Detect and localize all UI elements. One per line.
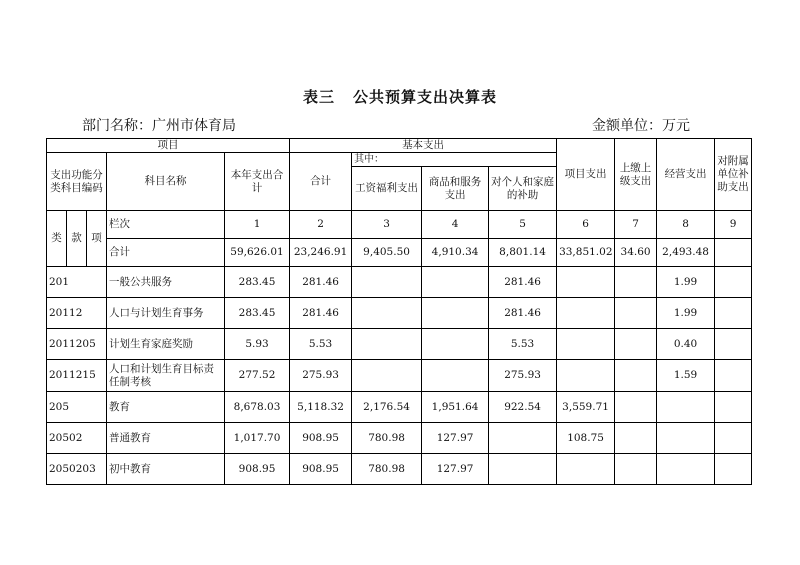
- page-title: [0, 86, 800, 107]
- amount-cell: [715, 329, 752, 360]
- amount-cell: [422, 267, 489, 298]
- subject-code: 20112: [47, 298, 107, 329]
- table-row: [47, 298, 752, 329]
- total-label: 合计: [107, 239, 225, 267]
- subject-code: 2011215: [47, 360, 107, 392]
- amount-cell: [657, 423, 715, 454]
- table-row: [47, 454, 752, 485]
- column-no-1: 1: [225, 211, 290, 239]
- header-project: 项目: [47, 139, 290, 153]
- amount-cell: [489, 454, 557, 485]
- amount-cell: 281.46: [489, 298, 557, 329]
- column-no-8: 8: [657, 211, 715, 239]
- header-code-group: 支出功能分类科目编码: [47, 153, 107, 211]
- amount-cell: [715, 392, 752, 423]
- amount-cell: 127.97: [422, 454, 489, 485]
- header-including: 其中：: [352, 153, 557, 167]
- amount-cell: 281.46: [290, 267, 352, 298]
- amount-cell: 5.53: [489, 329, 557, 360]
- amount-cell: [557, 298, 615, 329]
- amount-cell: 8,678.03: [225, 392, 290, 423]
- subject-name: 初中教育: [107, 454, 225, 485]
- header-wages: 工资福利支出: [352, 167, 422, 211]
- amount-cell: 283.45: [225, 267, 290, 298]
- amount-cell: 908.95: [290, 423, 352, 454]
- total-cell: 34.60: [615, 239, 657, 267]
- amount-cell: 3,559.71: [557, 392, 615, 423]
- amount-cell: 5.53: [290, 329, 352, 360]
- amount-cell: [657, 454, 715, 485]
- header-basic: 基本支出: [290, 139, 557, 153]
- amount-cell: [615, 267, 657, 298]
- amount-cell: [422, 329, 489, 360]
- amount-cell: [615, 392, 657, 423]
- header-subsidy: 对附属单位补助支出: [715, 139, 752, 211]
- amount-cell: 281.46: [290, 298, 352, 329]
- total-cell: [715, 239, 752, 267]
- title-prefix: 表三: [302, 88, 335, 106]
- amount-cell: 780.98: [352, 454, 422, 485]
- amount-cell: [715, 454, 752, 485]
- column-no-5: 5: [489, 211, 557, 239]
- column-no-9: 9: [715, 211, 752, 239]
- header-kuan: 款: [67, 211, 87, 267]
- amount-cell: [422, 360, 489, 392]
- header-upper: 上缴上级支出: [615, 139, 657, 211]
- amount-cell: [715, 298, 752, 329]
- amount-cell: [715, 267, 752, 298]
- amount-cell: [615, 329, 657, 360]
- subject-name: 人口和计划生育目标责任制考核: [107, 360, 225, 392]
- amount-cell: [557, 454, 615, 485]
- amount-cell: [557, 360, 615, 392]
- column-no-7: 7: [615, 211, 657, 239]
- amount-cell: [352, 267, 422, 298]
- amount-cell: [715, 360, 752, 392]
- table-row: [47, 329, 752, 360]
- total-cell: 8,801.14: [489, 239, 557, 267]
- header-business: 经营支出: [657, 139, 715, 211]
- amount-cell: 281.46: [489, 267, 557, 298]
- amount-cell: [557, 329, 615, 360]
- subject-name: 普通教育: [107, 423, 225, 454]
- amount-cell: 1.59: [657, 360, 715, 392]
- amount-cell: 1,017.70: [225, 423, 290, 454]
- subject-name: 教育: [107, 392, 225, 423]
- header-personal: 对个人和家庭的补助: [489, 167, 557, 211]
- table-row: [47, 392, 752, 423]
- amount-cell: 908.95: [290, 454, 352, 485]
- amount-cell: [352, 329, 422, 360]
- amount-cell: 1.99: [657, 298, 715, 329]
- total-cell: 59,626.01: [225, 239, 290, 267]
- header-goods: 商品和服务支出: [422, 167, 489, 211]
- amount-cell: 908.95: [225, 454, 290, 485]
- header-current-total: 本年支出合计: [225, 153, 290, 211]
- amount-cell: [352, 360, 422, 392]
- subject-code: 205: [47, 392, 107, 423]
- amount-cell: [352, 298, 422, 329]
- subject-name: 计划生育家庭奖励: [107, 329, 225, 360]
- amount-cell: 1.99: [657, 267, 715, 298]
- budget-table: [46, 138, 752, 485]
- column-no-label: 栏次: [107, 211, 225, 239]
- header-xiang: 项: [87, 211, 107, 267]
- amount-cell: [657, 392, 715, 423]
- table-row: [47, 360, 752, 392]
- amount-cell: 780.98: [352, 423, 422, 454]
- total-cell: 4,910.34: [422, 239, 489, 267]
- amount-cell: 283.45: [225, 298, 290, 329]
- amount-cell: 277.52: [225, 360, 290, 392]
- column-no-3: 3: [352, 211, 422, 239]
- total-cell: 23,246.91: [290, 239, 352, 267]
- amount-cell: 275.93: [489, 360, 557, 392]
- column-no-6: 6: [557, 211, 615, 239]
- header-project-expense: 项目支出: [557, 139, 615, 211]
- column-no-2: 2: [290, 211, 352, 239]
- header-total: 合计: [290, 153, 352, 211]
- amount-cell: 922.54: [489, 392, 557, 423]
- amount-cell: 275.93: [290, 360, 352, 392]
- amount-cell: [615, 454, 657, 485]
- header-lei: 类: [47, 211, 67, 267]
- amount-cell: 2,176.54: [352, 392, 422, 423]
- subject-code: 201: [47, 267, 107, 298]
- table-row: [47, 267, 752, 298]
- amount-cell: [615, 360, 657, 392]
- amount-cell: 5.93: [225, 329, 290, 360]
- amount-cell: [489, 423, 557, 454]
- table-row: [47, 423, 752, 454]
- subject-name: 一般公共服务: [107, 267, 225, 298]
- title-main: 公共预算支出决算表: [353, 88, 498, 106]
- department-name: 部门名称：广州市体育局: [82, 118, 236, 134]
- amount-cell: [715, 423, 752, 454]
- total-row: [47, 239, 752, 267]
- column-no-4: 4: [422, 211, 489, 239]
- header-subject-name: 科目名称: [107, 153, 225, 211]
- total-cell: 33,851.02: [557, 239, 615, 267]
- amount-cell: 108.75: [557, 423, 615, 454]
- amount-cell: [615, 298, 657, 329]
- subject-code: 2011205: [47, 329, 107, 360]
- amount-unit: 金额单位：万元: [592, 118, 690, 134]
- subject-name: 人口与计划生育事务: [107, 298, 225, 329]
- amount-cell: 5,118.32: [290, 392, 352, 423]
- amount-cell: 0.40: [657, 329, 715, 360]
- total-cell: 2,493.48: [657, 239, 715, 267]
- amount-cell: 127.97: [422, 423, 489, 454]
- amount-cell: 1,951.64: [422, 392, 489, 423]
- subject-code: 2050203: [47, 454, 107, 485]
- amount-cell: [615, 423, 657, 454]
- amount-cell: [422, 298, 489, 329]
- amount-cell: [557, 267, 615, 298]
- subject-code: 20502: [47, 423, 107, 454]
- total-cell: 9,405.50: [352, 239, 422, 267]
